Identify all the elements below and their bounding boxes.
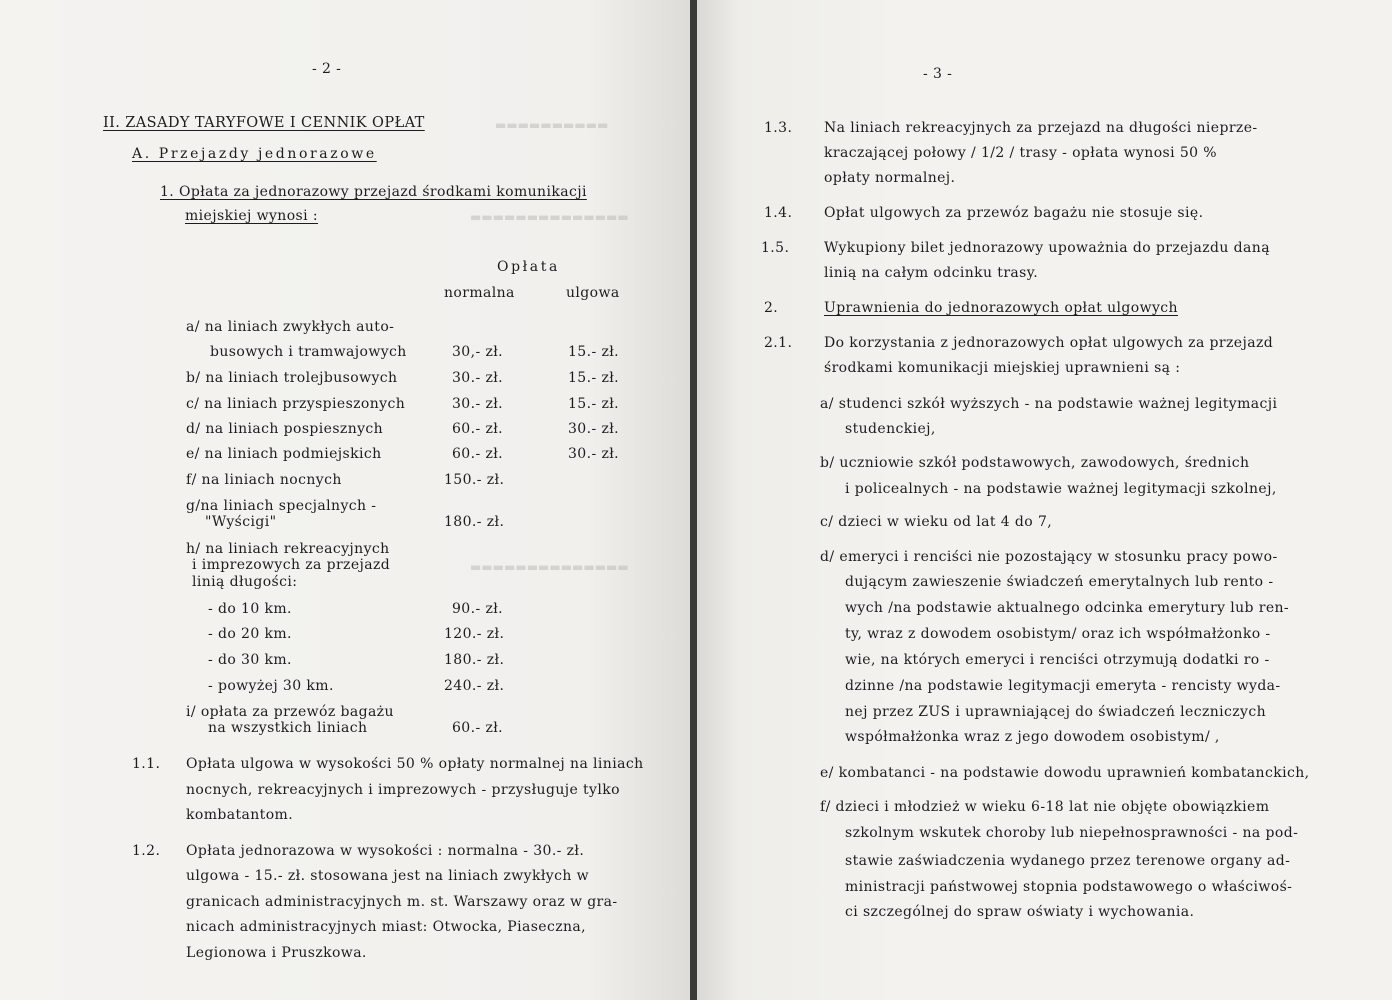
right-page <box>697 0 1392 1000</box>
fare-normal: 60.- zł. <box>452 446 504 462</box>
fare-normal: 90.- zł. <box>452 601 504 617</box>
paragraph-number: 1.4. <box>764 205 793 221</box>
item1-line2: miejskiej wynosi : <box>185 208 318 224</box>
fare-normal: 120.- zł. <box>444 626 505 642</box>
subsection-heading: A. Przejazdy jednorazowe <box>132 146 377 162</box>
paragraph-number: 1.5. <box>761 240 790 256</box>
list-item: nej przez ZUS i uprawniającej do świadczeń leczniczych <box>845 704 1266 720</box>
bleed-through: ▬▬▬▬▬▬▬▬▬▬▬▬▬▬ <box>470 210 629 224</box>
fare-normal: 150.- zł. <box>444 472 505 488</box>
fare-label: a/ na liniach zwykłych auto- <box>186 319 395 335</box>
fare-label: - do 30 km. <box>208 652 292 668</box>
paragraph-line: nocnych, rekreacyjnych i imprezowych - przysługuje tylko <box>186 782 620 798</box>
list-item: dzinne /na podstawie legitymacji emeryta - rencisty wyda- <box>845 678 1281 694</box>
list-item: wych /na podstawie aktualnego odcinka emerytury lub ren- <box>845 600 1290 616</box>
fare-label: na wszystkich liniach <box>208 720 368 736</box>
list-item: dującym zawieszenie świadczeń emerytalnych lub rento - <box>845 574 1274 590</box>
table-header-normalna: normalna <box>444 285 515 301</box>
list-item: a/ studenci szkół wyższych - na podstawie ważnej legitymacji <box>820 396 1278 412</box>
fare-reduced: 15.- zł. <box>568 344 620 360</box>
fare-normal: 60.- zł. <box>452 720 504 736</box>
fare-reduced: 30.- zł. <box>568 421 620 437</box>
fare-label: i imprezowych za przejazd <box>192 557 391 573</box>
left-page <box>0 0 690 1000</box>
list-item: c/ dzieci w wieku od lat 4 do 7, <box>820 514 1053 530</box>
paragraph-line: linią na całym odcinku trasy. <box>824 265 1039 281</box>
table-header-oplata: Opłata <box>497 259 560 275</box>
paragraph-number: 1.2. <box>132 843 161 859</box>
list-item: ministracji państwowej stopnia podstawowego o właściwoś- <box>845 879 1293 895</box>
fare-reduced: 15.- zł. <box>568 370 620 386</box>
paragraph-number: 2.1. <box>764 335 793 351</box>
fare-label: "Wyścigi" <box>205 514 277 530</box>
list-item: ci szczególnej do spraw oświaty i wychowania. <box>845 904 1195 920</box>
fare-label: f/ na liniach nocnych <box>186 472 342 488</box>
paragraph-line: Legionowa i Pruszkowa. <box>186 945 367 961</box>
paragraph-line: ulgowa - 15.- zł. stosowana jest na liniach zwykłych w <box>186 868 589 884</box>
fare-label: i/ opłata za przewóz bagażu <box>186 704 394 720</box>
fare-label: - do 20 km. <box>208 626 292 642</box>
fare-label: busowych i tramwajowych <box>210 344 407 360</box>
fare-normal: 240.- zł. <box>444 678 505 694</box>
fare-normal: 60.- zł. <box>452 421 504 437</box>
list-item: wie, na których emeryci i renciści otrzymują dodatki ro - <box>845 652 1270 668</box>
bleed-through: ▬▬▬▬▬▬▬▬▬▬▬▬▬▬ <box>470 560 629 574</box>
paragraph-line: Opłata ulgowa w wysokości 50 % opłaty normalnej na liniach <box>186 756 644 772</box>
paragraph-line: Wykupiony bilet jednorazowy upoważnia do przejazdu daną <box>824 240 1270 256</box>
fare-label: - do 10 km. <box>208 601 292 617</box>
fare-label: h/ na liniach rekreacyjnych <box>186 541 390 557</box>
fare-normal: 30.- zł. <box>452 370 504 386</box>
list-item: b/ uczniowie szkół podstawowych, zawodowych, średnich <box>820 455 1250 471</box>
paragraph-line: Do korzystania z jednorazowych opłat ulgowych za przejazd <box>824 335 1274 351</box>
fare-normal: 180.- zł. <box>444 652 505 668</box>
paragraph-number: 1.1. <box>132 756 161 772</box>
fare-label: linią długości: <box>192 574 298 590</box>
paragraph-line: opłaty normalnej. <box>824 170 956 186</box>
paragraph-line: kombatantom. <box>186 807 294 823</box>
book-spine <box>690 0 697 1000</box>
fare-reduced: 30.- zł. <box>568 446 620 462</box>
paragraph-number: 1.3. <box>764 120 793 136</box>
paragraph-line: Na liniach rekreacyjnych za przejazd na długości nieprze- <box>824 120 1258 136</box>
fare-label: g/na liniach specjalnych - <box>186 498 377 514</box>
list-item: studenckiej, <box>845 421 936 437</box>
item1-line1: 1. Opłata za jednorazowy przejazd środkami komunikacji <box>160 184 587 200</box>
fare-normal: 180.- zł. <box>444 514 505 530</box>
list-item: ty, wraz z dowodem osobistym/ oraz ich współmałżonko - <box>845 626 1271 642</box>
fare-label: - powyżej 30 km. <box>208 678 334 694</box>
section-number: 2. <box>764 300 779 316</box>
list-item: i policealnych - na podstawie ważnej legitymacji szkolnej, <box>845 481 1277 497</box>
paragraph-line: nicach administracyjnych miast: Otwocka, Piaseczna, <box>186 919 587 935</box>
page-number: - 2 - <box>312 61 342 77</box>
paragraph-line: środkami komunikacji miejskiej uprawnieni są : <box>824 360 1181 376</box>
fare-label: c/ na liniach przyspieszonych <box>186 396 406 412</box>
paragraph-line: Opłata jednorazowa w wysokości : normalna - 30.- zł. <box>186 843 585 859</box>
list-item: e/ kombatanci - na podstawie dowodu uprawnień kombatanckich, <box>820 765 1310 781</box>
fare-label: d/ na liniach pospiesznych <box>186 421 384 437</box>
fare-normal: 30,- zł. <box>452 344 504 360</box>
list-item: stawie zaświadczenia wydanego przez terenowe organy ad- <box>845 853 1291 869</box>
fare-label: b/ na liniach trolejbusowych <box>186 370 398 386</box>
list-item: d/ emeryci i renciści nie pozostający w stosunku pracy powo- <box>820 549 1278 565</box>
bleed-through: ▬▬▬▬▬▬▬▬▬▬ <box>495 118 609 132</box>
paragraph-line: granicach administracyjnych m. st. Warszawy oraz w gra- <box>186 894 618 910</box>
section-heading: II. ZASADY TARYFOWE I CENNIK OPŁAT <box>103 115 425 131</box>
fare-reduced: 15.- zł. <box>568 396 620 412</box>
list-item: współmałżonka wraz z jego dowodem osobistym/ , <box>845 729 1220 745</box>
fare-label: e/ na liniach podmiejskich <box>186 446 382 462</box>
paragraph-line: Opłat ulgowych za przewóz bagażu nie stosuje się. <box>824 205 1204 221</box>
fare-normal: 30.- zł. <box>452 396 504 412</box>
paragraph-line: kraczającej połowy / 1/2 / trasy - opłata wynosi 50 % <box>824 145 1218 161</box>
table-header-ulgowa: ulgowa <box>566 285 620 301</box>
page-number: - 3 - <box>923 66 953 82</box>
list-item: szkolnym wskutek choroby lub niepełnosprawności - na pod- <box>845 825 1299 841</box>
list-item: f/ dzieci i młodzież w wieku 6-18 lat nie objęte obowiązkiem <box>820 799 1270 815</box>
section-heading: Uprawnienia do jednorazowych opłat ulgowych <box>824 300 1178 316</box>
